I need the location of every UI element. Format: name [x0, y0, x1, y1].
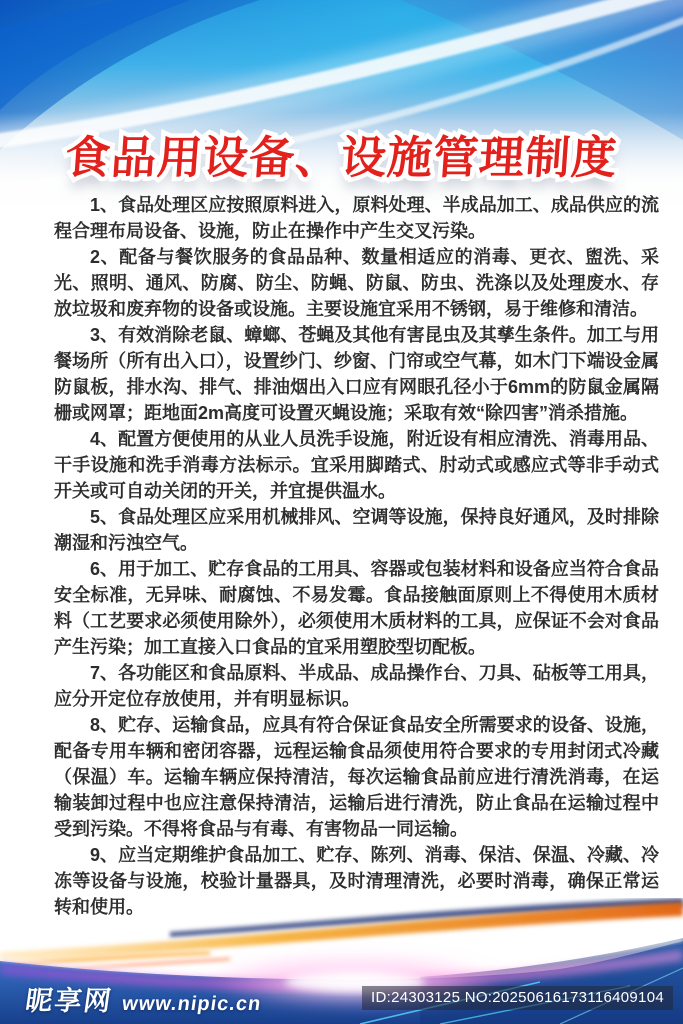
- rule-item-2: 2、配备与餐饮服务的食品品种、数量相适应的消毒、更衣、盥洗、采光、照明、通风、防腐、防尘、防蝇、防鼠、防虫、洗涤以及处理废水、存放垃圾和废弃物的设备或设施。主要设施宜采用不锈钢，易于维修和清洁。: [54, 247, 659, 319]
- rule-item-7: 7、各功能区和食品原料、半成品、成品操作台、刀具、砧板等工用具，应分开定位存放使用，并有明显标识。: [54, 663, 659, 709]
- rule-item-5: 5、食品处理区应采用机械排风、空调等设施，保持良好通风，及时排除潮湿和污浊空气。: [54, 507, 659, 553]
- rule-item-8: 8、贮存、运输食品，应具有符合保证食品安全所需要求的设备、设施，配备专用车辆和密闭容器，远程运输食品须使用符合要求的专用封闭式冷藏（保温）车。运输车辆应保持清洁，每次运输食品前应进行清洗消毒，在运输装卸过程中也应注意保持清洁，运输后进行清洗，防止食品在运输过程中受到污染。不得将食品与有毒、有害物品一同运输。: [54, 715, 659, 839]
- site-logo-text: 昵享网: [23, 985, 115, 1016]
- site-brand: [23, 979, 265, 1018]
- rule-item-1: 1、食品处理区应按照原料进入，原料处理、半成品加工、成品供应的流程合理布局设备、设施，防止在操作中产生交叉污染。: [54, 195, 659, 241]
- site-url-text: www.nipic.cn: [120, 992, 263, 1015]
- rule-item-3: 3、有效消除老鼠、蟑螂、苍蝇及其他有害昆虫及其孳生条件。加工与用餐场所（所有出入口），设置纱门、纱窗、门帘或空气幕，如木门下端设金属防鼠板，排水沟、排气、排油烟出入口应有网眼孔径小于6mm的防鼠金属隔栅或网罩；距地面2m高度可设置灭蝇设施；采取有效“除四害”消杀措施。: [54, 325, 659, 423]
- rules-list: [54, 192, 659, 920]
- rule-item-6: 6、用于加工、贮存食品的工用具、容器或包装材料和设备应当符合食品安全标准，无异味、耐腐蚀、不易发霉。食品接触面原则上不得使用木质材料（工艺要求必须使用除外），必须使用木质材料的工具，应保证不会对食品产生污染；加工直接入口食品的宜采用塑胶型切配板。: [54, 559, 659, 657]
- rule-item-9: 9、应当定期维护食品加工、贮存、陈列、消毒、保洁、保温、冷藏、冷冻等设备与设施，校验计量器具，及时清理清洗，必要时消毒，确保正常运转和使用。: [54, 845, 659, 917]
- watermark-bar: [0, 980, 683, 1016]
- poster-title: 食品用设备、设施管理制度 食品用设备、设施管理制度: [0, 121, 683, 186]
- image-id-badge: ID:24303125 NO:20250616173116409104: [362, 986, 673, 1010]
- rule-item-4: 4、配置方便使用的从业人员洗手设施，附近设有相应清洗、消毒用品、干手设施和洗手消毒方法标示。宜采用脚踏式、肘动式或感应式等非手动式开关或可自动关闭的开关，并宜提供温水。: [54, 429, 659, 501]
